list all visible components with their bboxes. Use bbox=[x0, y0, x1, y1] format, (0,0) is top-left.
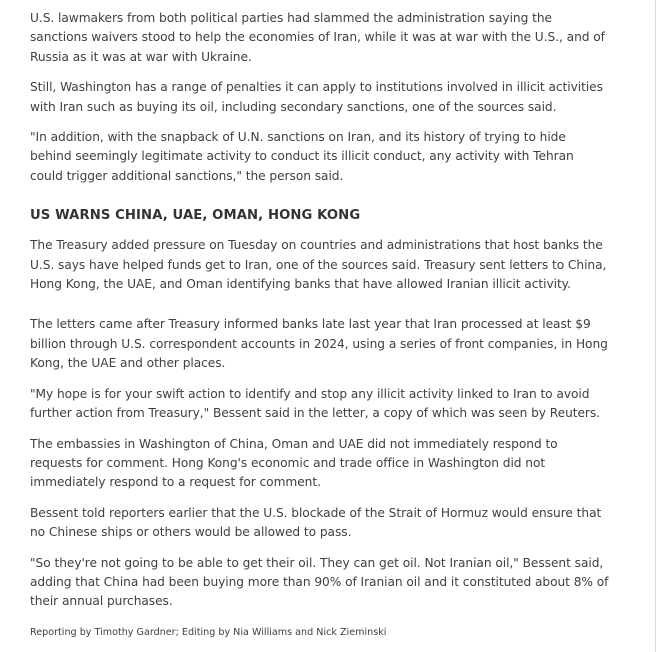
article-paragraph: Bessent told reporters earlier that the U.S. blockade of the Strait of Hormuz would ensure that no Chinese ships or others would be allowed to pass. bbox=[30, 505, 602, 540]
article-byline: Reporting by Timothy Gardner; Editing by Nia Williams and Nick Zieminski bbox=[30, 626, 387, 638]
article-paragraph: "So they're not going to be able to get their oil. They can get oil. Not Iranian oil," Bessent said, adding that China had been buying more than 90% of Iranian oil and it constituted about 8% of their annual purchases. bbox=[30, 555, 609, 609]
article-paragraph: The letters came after Treasury informed banks late last year that Iran processed at least $9 billion through U.S. correspondent accounts in 2024, using a series of front companies, in Hong Kong, the UAE and other places. bbox=[30, 317, 608, 371]
section-heading: US WARNS CHINA, UAE, OMAN, HONG KONG bbox=[30, 208, 361, 224]
page-border bbox=[655, 0, 656, 652]
article-paragraph: "My hope is for your swift action to identify and stop any illicit activity linked to Iran to avoid further action from Treasury," Bessent said in the letter, a copy of which was seen by Reuters. bbox=[30, 386, 601, 421]
article-paragraph: "In addition, with the snapback of U.N. sanctions on Iran, and its history of trying to hide behind seemingly legitimate activity to conduct its illicit conduct, any activity with Tehran could trigger additional sanctions," the person said. bbox=[30, 130, 574, 183]
article-body bbox=[30, 9, 610, 638]
article-paragraph: Still, Washington has a range of penalties it can apply to institutions involved in illicit activities with Iran such as buying its oil, including secondary sanctions, one of the sources said. bbox=[30, 80, 603, 114]
article-paragraph: The Treasury added pressure on Tuesday on countries and administrations that host banks the U.S. says have helped funds get to Iran, one of the sources said. Treasury sent letters to China, Hong Kong, the UAE, and Oman identifying banks that have allowed Iranian illicit activity. bbox=[30, 238, 607, 292]
article-paragraph: U.S. lawmakers from both political parties had slammed the administration saying the sanctions waivers stood to help the economies of Iran, while it was at war with the U.S., and of Russia as it was at war with Ukraine. bbox=[30, 11, 605, 64]
article-paragraph: The embassies in Washington of China, Oman and UAE did not immediately respond to requests for comment. Hong Kong's economic and trade office in Washington did not immediately respond to a request for comment. bbox=[30, 436, 558, 490]
